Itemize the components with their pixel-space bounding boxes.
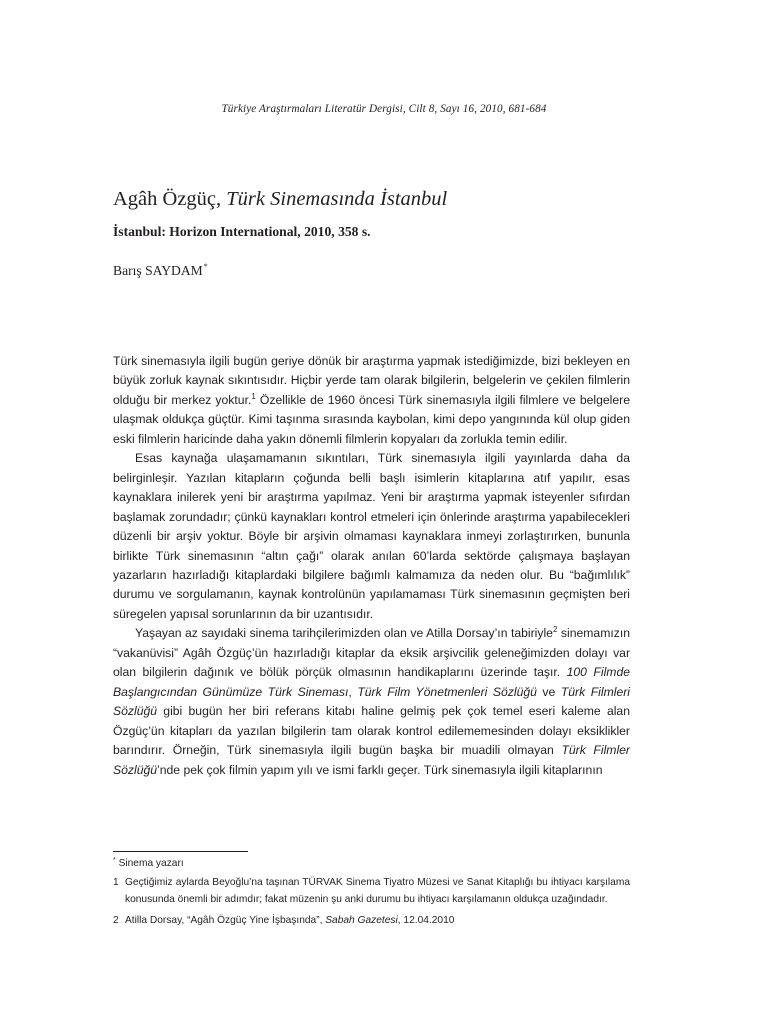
book-title-1: 100 Filmde Başlangıcından Günümüze Türk Sineması xyxy=(113,665,631,699)
book-title-4: Türk Filmler Sözlüğü xyxy=(113,743,630,777)
footnote-2 xyxy=(113,912,630,930)
book-title: Türk Sinemasında İstanbul xyxy=(226,188,448,210)
running-header: Türkiye Araştırmaları Literatür Dergisi, Cilt 8, Sayı 16, 2010, 681-684 xyxy=(221,103,547,115)
paragraph-3-text-c: , xyxy=(348,684,358,699)
reviewer-name-text: Barış SAYDAM xyxy=(113,263,203,278)
publication-info: İstanbul: Horizon International, 2010, 358 s. xyxy=(113,224,371,239)
paragraph-3 xyxy=(113,624,630,780)
paragraph-2: Esas kaynağa ulaşamamanın sıkıntıları, Türk sinemasıyla ilgili yayınlarda daha da belirginleşir. Yazılan kitapların çoğunda belli başlı isimlerin kitaplarına atıf yapılır, esas kaynaklara inilerek yeni bir araştırma yapılmaz. Yeni bir araştırma yapmak isteyenler sıfırdan başlamak zorundadır; çünkü kaynakları kontrol etmeleri için önlerinde araştırma yapabilecekleri düzenli bir arşiv yoktur. Böyle bir arşivin olmaması kaynaklara inmeyi zorlaştırırken, bununla birlikte Türk sinemasının “altın çağı” olarak anılan 60’larda sektörde çalışmaya başlayan yazarların hazırladığı kitaplardaki bilgilere bağımlı kalmamıza da neden olur. Bu “bağımlılık” durumu ve sorgulamanın, kaynak kontrolünün yapılamaması Türk sinemasının geçmişten beri süregelen yapısal sorunlarının da bir uzantısıdır. xyxy=(113,451,630,621)
footnote-1-mark: 1 xyxy=(113,877,119,888)
footnote-1 xyxy=(113,874,630,908)
paragraph-1-text-a: Türk sinemasıyla ilgili bugün geriye dönük bir araştırma yapmak istediğimizde, bizi bekleyen en büyük zorluk kaynak sıkıntısıdır. Hiçbir yerde tam olarak bilgilerin, belgelerin ve çekilen filmlerin olduğu bir merkez yoktur. xyxy=(113,354,630,407)
footnote-author-mark: * xyxy=(113,857,116,864)
paragraph-3-text-b: sinemamızın “vakanüvisi” Agâh Özgüç’ün hazırladığı kitaplar da eksik arşivcilik geleneğimizden dolayı var olan bilgilerin dağınık ve bölük pörçük olmasının handikaplarını üzerinde taşır. xyxy=(113,626,630,680)
paragraph-3-text-a: Yaşayan az sayıdaki sinema tarihçilerimizden olan ve Atilla Dorsay’ın tabiriyle xyxy=(135,626,553,641)
footnote-divider xyxy=(113,851,248,852)
book-title-2: Türk Film Yönetmenleri Sözlüğü xyxy=(357,684,537,699)
paragraph-1-text-b: Özellikle de 1960 öncesi Türk sinemasıyla ilgili filmlere ve belgelere ulaşmak oldukça güçtür. Kimi taşınma sırasında kaybolan, kimi depo yangınında kül olup giden eski filmlerin haricinde daha yakın dönemli filmlerin kopyaları da zorlukla temin edilir. xyxy=(113,392,630,446)
reviewer-footnote-mark: * xyxy=(203,262,208,271)
paragraph-3-text-f: ’nde pek çok filmin yapım yılı ve ismi farklı geçer. Türk sinemasıyla ilgili kitaplarının xyxy=(157,762,603,777)
footnote-ref-2: 2 xyxy=(552,625,558,635)
footnote-ref-1: 1 xyxy=(251,391,256,401)
footnote-2-text-a: Atilla Dorsay, “Agâh Özgüç Yine İşbaşında”, xyxy=(125,915,326,926)
footnote-author xyxy=(113,855,630,873)
reviewer-name xyxy=(113,262,208,279)
footnote-2-source: Sabah Gazetesi xyxy=(325,915,398,926)
paragraph-3-text-d: ve xyxy=(536,684,561,699)
paragraph-1 xyxy=(113,352,630,449)
paragraph-3-text-e: gibi bugün her biri referans kitabı haline gelmiş pek çok temel eseri kaleme alan Özgüç’ün kitapları da yazılan bilgilerin tam olarak kontrol edilememesinden dolayı eksiklikler barındırır. Örneğin, Türk sinemasıyla ilgili bugün başka bir muadili olmayan xyxy=(113,704,630,758)
footnote-2-mark: 2 xyxy=(113,915,119,926)
review-body xyxy=(113,352,630,780)
footnote-2-text-b: , 12.04.2010 xyxy=(397,915,455,926)
book-author: Agâh Özgüç, xyxy=(113,188,222,210)
footnote-author-text: Sinema yazarı xyxy=(115,858,184,869)
book-title-3: Türk Filmleri Sözlüğü xyxy=(113,684,630,719)
footnotes xyxy=(113,855,630,930)
article-title xyxy=(113,188,447,211)
footnote-1-text: Geçtiğimiz aylarda Beyoğlu’na taşınan TÜRVAK Sinema Tiyatro Müzesi ve Sanat Kitaplığı bu ihtiyacı karşılama konusunda önemli bir adımdır; fakat müzenin şu anki durumu bu ihtiyacı karşılamanın oldukça uzağındadır. xyxy=(125,877,630,905)
